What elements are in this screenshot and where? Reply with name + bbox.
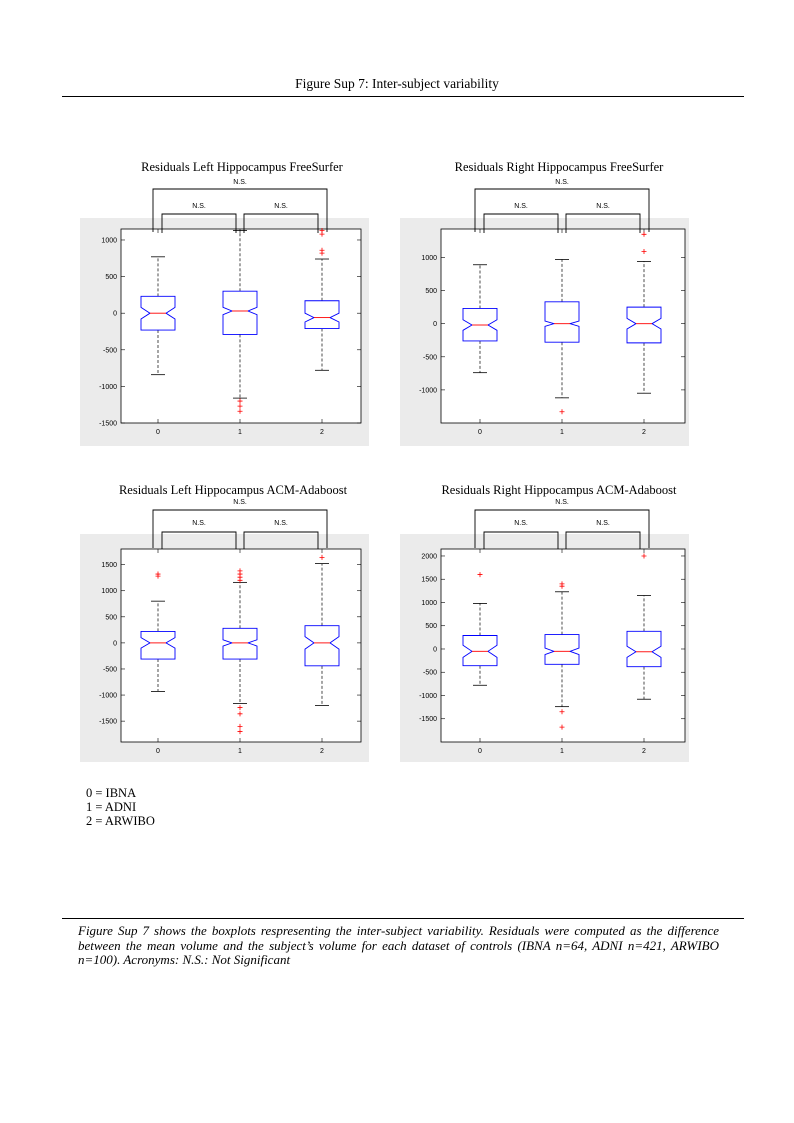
plot-area [121, 229, 361, 423]
significance-label-left: N.S. [192, 520, 206, 527]
significance-bracket-outer [153, 510, 327, 548]
x-tick-label: 0 [156, 748, 160, 755]
x-tick-label: 0 [478, 429, 482, 436]
y-tick-label: -500 [422, 354, 437, 362]
page-title: Figure Sup 7: Inter-subject variability [295, 76, 499, 91]
significance-label-left: N.S. [192, 203, 206, 210]
chart-title-right-acm: Residuals Right Hippocampus ACM-Adaboost [441, 483, 677, 497]
significance-label-outer: N.S. [233, 499, 247, 506]
caption-rule [62, 918, 744, 919]
y-tick-label: 0 [113, 640, 117, 648]
y-tick-label: 500 [105, 614, 117, 622]
y-tick-label: -1000 [419, 387, 437, 395]
significance-label-right: N.S. [274, 520, 288, 527]
significance-bracket-right [566, 532, 640, 549]
significance-bracket-right [244, 532, 318, 549]
y-tick-label: 1000 [101, 237, 117, 245]
significance-bracket-outer [153, 189, 327, 232]
significance-label-outer: N.S. [555, 179, 569, 186]
y-tick-label: 1000 [421, 254, 437, 262]
plot-area [441, 549, 685, 742]
x-tick-label: 1 [560, 429, 564, 436]
y-tick-label: -1000 [99, 692, 117, 700]
x-tick-label: 2 [642, 748, 646, 755]
legend-arwibo: 2 = ARWIBO [86, 814, 155, 828]
chart-title-right-freesurfer: Residuals Right Hippocampus FreeSurfer [454, 160, 664, 174]
y-tick-label: 1000 [421, 599, 437, 607]
y-tick-label: 1500 [421, 576, 437, 584]
significance-bracket-left [484, 532, 558, 549]
figure-caption: Figure Sup 7 shows the boxplots respresenting the inter-subject variability. Residuals were computed as the difference between the mean volume and the subject’s volume for each dataset of controls (IBNA n=64, ADNI n=421, ARWIBO n=100). Acronyms: N.S.: Not Significant [78, 923, 719, 967]
significance-label-outer: N.S. [233, 179, 247, 186]
y-tick-label: 0 [433, 646, 437, 654]
y-tick-label: -500 [102, 347, 117, 355]
x-tick-label: 2 [320, 748, 324, 755]
y-tick-label: 2000 [421, 553, 437, 561]
legend-adni: 1 = ADNI [86, 800, 137, 814]
chart-title-left-acm: Residuals Left Hippocampus ACM-Adaboost [118, 483, 348, 497]
significance-bracket-outer [475, 189, 649, 232]
significance-bracket-left [162, 532, 236, 549]
plot-area [441, 229, 685, 423]
y-tick-label: -1500 [99, 420, 117, 428]
x-tick-label: 1 [560, 748, 564, 755]
significance-label-right: N.S. [274, 203, 288, 210]
plot-area [121, 549, 361, 742]
y-tick-label: 0 [433, 321, 437, 329]
significance-label-left: N.S. [514, 203, 528, 210]
y-tick-label: -500 [102, 666, 117, 674]
x-tick-label: 0 [156, 429, 160, 436]
x-tick-label: 2 [320, 429, 324, 436]
significance-label-right: N.S. [596, 520, 610, 527]
y-tick-label: -1500 [99, 718, 117, 726]
y-tick-label: -1000 [419, 692, 437, 700]
x-tick-label: 0 [478, 748, 482, 755]
y-tick-label: -1500 [419, 716, 437, 724]
chart-title-left-freesurfer: Residuals Left Hippocampus FreeSurfer [141, 160, 343, 174]
legend-ibna: 0 = IBNA [86, 786, 137, 800]
significance-bracket-outer [475, 510, 649, 548]
significance-label-left: N.S. [514, 520, 528, 527]
y-tick-label: 500 [425, 623, 437, 631]
y-tick-label: 500 [425, 288, 437, 296]
x-tick-label: 2 [642, 429, 646, 436]
y-tick-label: 0 [113, 310, 117, 318]
y-tick-label: 1000 [101, 588, 117, 596]
x-tick-label: 1 [238, 748, 242, 755]
y-tick-label: -1000 [99, 383, 117, 391]
y-tick-label: 500 [105, 274, 117, 282]
y-tick-label: 1500 [101, 562, 117, 570]
x-tick-label: 1 [238, 429, 242, 436]
y-tick-label: -500 [422, 669, 437, 677]
significance-label-outer: N.S. [555, 499, 569, 506]
significance-label-right: N.S. [596, 203, 610, 210]
